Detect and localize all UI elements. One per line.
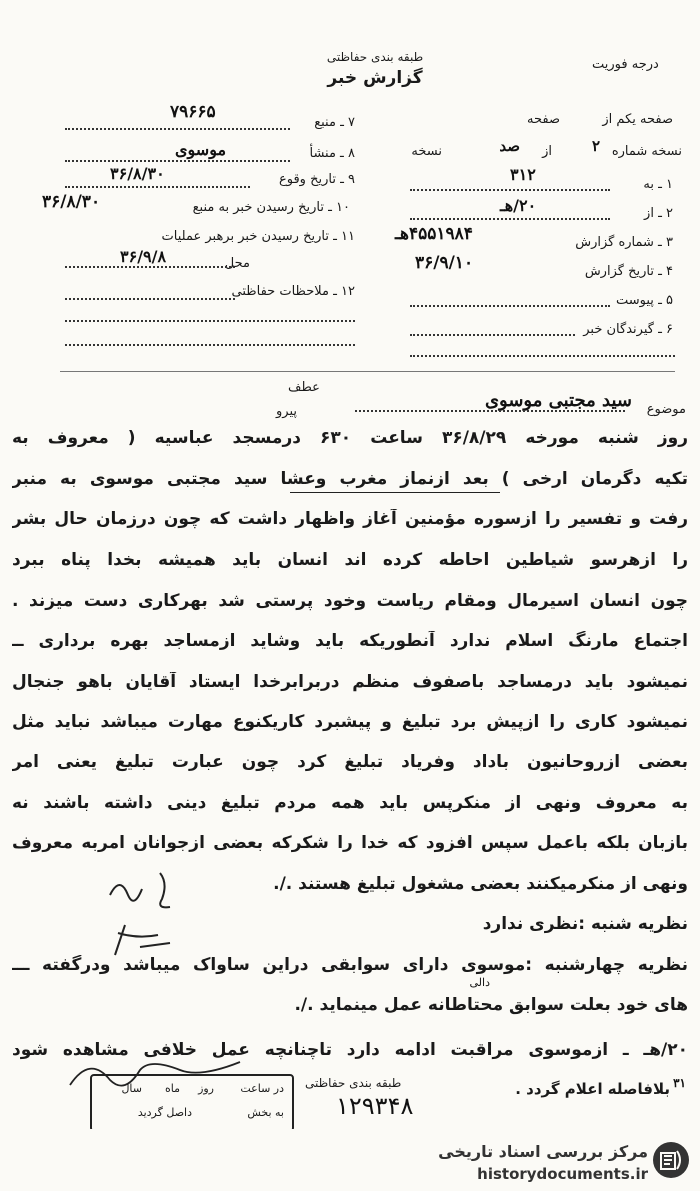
classification-label: طبقه بندی حفاظتی bbox=[326, 50, 424, 64]
subject-value: سید مجتبی موسوی bbox=[484, 390, 632, 411]
body-line: اجتماع مارنگ اسلام ندارد آنطوریکه باید وشاید ازمساجد بهره برداری ــ bbox=[12, 631, 688, 651]
header-block bbox=[305, 50, 445, 88]
margin-number: ۳۱ bbox=[673, 1076, 686, 1090]
security-notes-label: ۱۲ ـ ملاحظات حفاظتی bbox=[231, 284, 355, 299]
header-separator bbox=[60, 371, 675, 372]
report-title: گزارش خبر bbox=[327, 68, 423, 88]
body-line: بازبان بلکه باعمل سپس افزود که خدا را شکرکه بعضی ازجوانان امربه معروف bbox=[12, 833, 688, 853]
body-line: چون انسان اسیرمال ومقام ریاست وخود پرستی شد بهرکاری دست میزند . bbox=[12, 591, 688, 611]
archive-name: مرکز بررسی اسناد تاریخی bbox=[438, 1142, 648, 1161]
copy-line-label: نسخه شماره bbox=[611, 144, 682, 159]
stamp-month: ماه bbox=[164, 1082, 180, 1095]
action-line: ۲۰/هـ ـ ازموسوی مراقبت ادامه دارد تاچنانچه عمل خلافی مشاهده شود bbox=[12, 1040, 688, 1060]
report-number-value: ۴۵۵۱۹۸۴هـ bbox=[395, 224, 473, 244]
stamp-day: روز bbox=[198, 1082, 214, 1095]
occurrence-date-label: ۹ ـ تاریخ وقوع bbox=[278, 172, 355, 187]
source-received-value: ۳۶/۸/۳۰ bbox=[42, 192, 101, 212]
stamp-time: در ساعت bbox=[240, 1082, 284, 1095]
source-label: ۷ ـ منبع bbox=[314, 115, 355, 130]
body-line: نمیشود کاری را ازپیش برد تبلیغ و پیشبرد کاریکنوع مهارت میباشد نباید مثل bbox=[12, 712, 688, 732]
copy-line-suffix: نسخه bbox=[411, 144, 442, 159]
report-date-value: ۳۶/۹/۱۰ bbox=[415, 253, 474, 273]
ops-received-label: ۱۱ ـ تاریخ رسیدن خبر برهبر عملیات bbox=[161, 229, 355, 244]
archive-footer bbox=[0, 1129, 700, 1191]
handwritten-insert: دالی bbox=[469, 976, 490, 989]
archive-url: historydocuments.ir bbox=[477, 1165, 648, 1183]
follow-up-label: پیرو bbox=[276, 404, 297, 419]
body-line: روز شنبه مورخه ۳۶/۸/۲۹ ساعت ۶۳۰ درمسجد عباسیه ( معروف به bbox=[12, 428, 688, 448]
from-value: ۲۰/هـ bbox=[500, 196, 537, 215]
attachment-label: ۵ ـ پیوست bbox=[616, 293, 673, 308]
recipients-label: ۶ ـ گیرندگان خبر bbox=[583, 322, 673, 337]
body-line: نمیشود باید درمساجد باصفوف منظم دربرابرخدا ایستاد آقایان باهو جنجال bbox=[12, 672, 688, 692]
priority-label: درجه فوریت bbox=[592, 57, 659, 72]
stamp-scribble bbox=[60, 1050, 260, 1100]
ref-label: عطف bbox=[288, 380, 320, 395]
subject-label: موضوع bbox=[646, 402, 686, 417]
report-date-label: ۴ ـ تاریخ گزارش bbox=[584, 264, 673, 279]
handwritten-number: ۱۲۹۳۴۸ bbox=[336, 1092, 414, 1120]
source-value: ۷۹۶۶۵ bbox=[170, 102, 216, 122]
bottom-classification: طبقه بندی حفاظتی bbox=[305, 1076, 402, 1090]
to-value: ۳۱۲ bbox=[510, 165, 536, 184]
page-line-suffix: صفحه bbox=[527, 112, 560, 127]
copy-line-mid: از bbox=[542, 144, 552, 159]
to-label: ۱ ـ به bbox=[643, 177, 673, 192]
body-line: بعضی ازروحانیون باداد وفریاد تبلیغ کرد چون عبارت تبلیغ یعنی امر bbox=[12, 752, 688, 772]
body-line: را ازهرسو شیاطین احاطه کرده اند انسان باید همیشه بخدا پناه ببرد bbox=[12, 550, 688, 570]
stamp-section: به بخش bbox=[247, 1106, 284, 1119]
body-line: به معروف ونهی از منکرپس باید همه مردم تبلیغ دینی داشته باشند نه bbox=[12, 793, 688, 813]
action-line-cont: بلافاصله اعلام گردد . bbox=[515, 1080, 670, 1098]
ops-received-value: ۳۶/۹/۸ bbox=[120, 247, 167, 266]
copy-number: ۲ bbox=[591, 137, 600, 155]
archive-logo-icon bbox=[652, 1141, 690, 1179]
copy-total: صد bbox=[499, 137, 520, 155]
opinion-wednesday: نظریه چهارشنبه :موسوی دارای سوابقی دراین ساواک میباشد ودرگفته ـــ bbox=[12, 955, 688, 975]
origin-label: ۸ ـ منشأ bbox=[309, 146, 355, 161]
body-line: ونهی از منکرمیکنند بعضی مشغول تبلیغ هستند ./. bbox=[273, 874, 688, 894]
from-label: ۲ ـ از bbox=[644, 206, 673, 221]
stamp-year: سال bbox=[121, 1082, 142, 1095]
stamp-received: داصل گردید bbox=[137, 1106, 192, 1119]
occurrence-date-value: ۳۶/۸/۳۰ bbox=[110, 164, 165, 183]
body-line: رفت و تفسیر را ازسوره مؤمنین آغاز واظهار داشت که چون درزمان حال بشر bbox=[12, 509, 688, 529]
origin-value: موسوی bbox=[175, 140, 227, 159]
opinion-wednesday-cont: های خود بعلت سوابق محتاطانه عمل مینماید ./. bbox=[294, 995, 688, 1015]
name-underline bbox=[290, 492, 500, 493]
source-received-label: ۱۰ ـ تاریخ رسیدن خبر به منبع bbox=[192, 200, 350, 215]
body-line: تکیه دگرمان ارخی ) بعد ازنماز مغرب وعشا سید مجتبی موسوی به منبر bbox=[12, 469, 688, 489]
opinion-saturday: نظریه شنبه :نظری ندارد bbox=[482, 914, 688, 934]
report-number-label: ۳ ـ شماره گزارش bbox=[575, 235, 673, 250]
handwritten-signature bbox=[70, 855, 200, 965]
location-label: محل bbox=[224, 256, 250, 271]
page-line-label: صفحه یکم از bbox=[602, 112, 673, 127]
